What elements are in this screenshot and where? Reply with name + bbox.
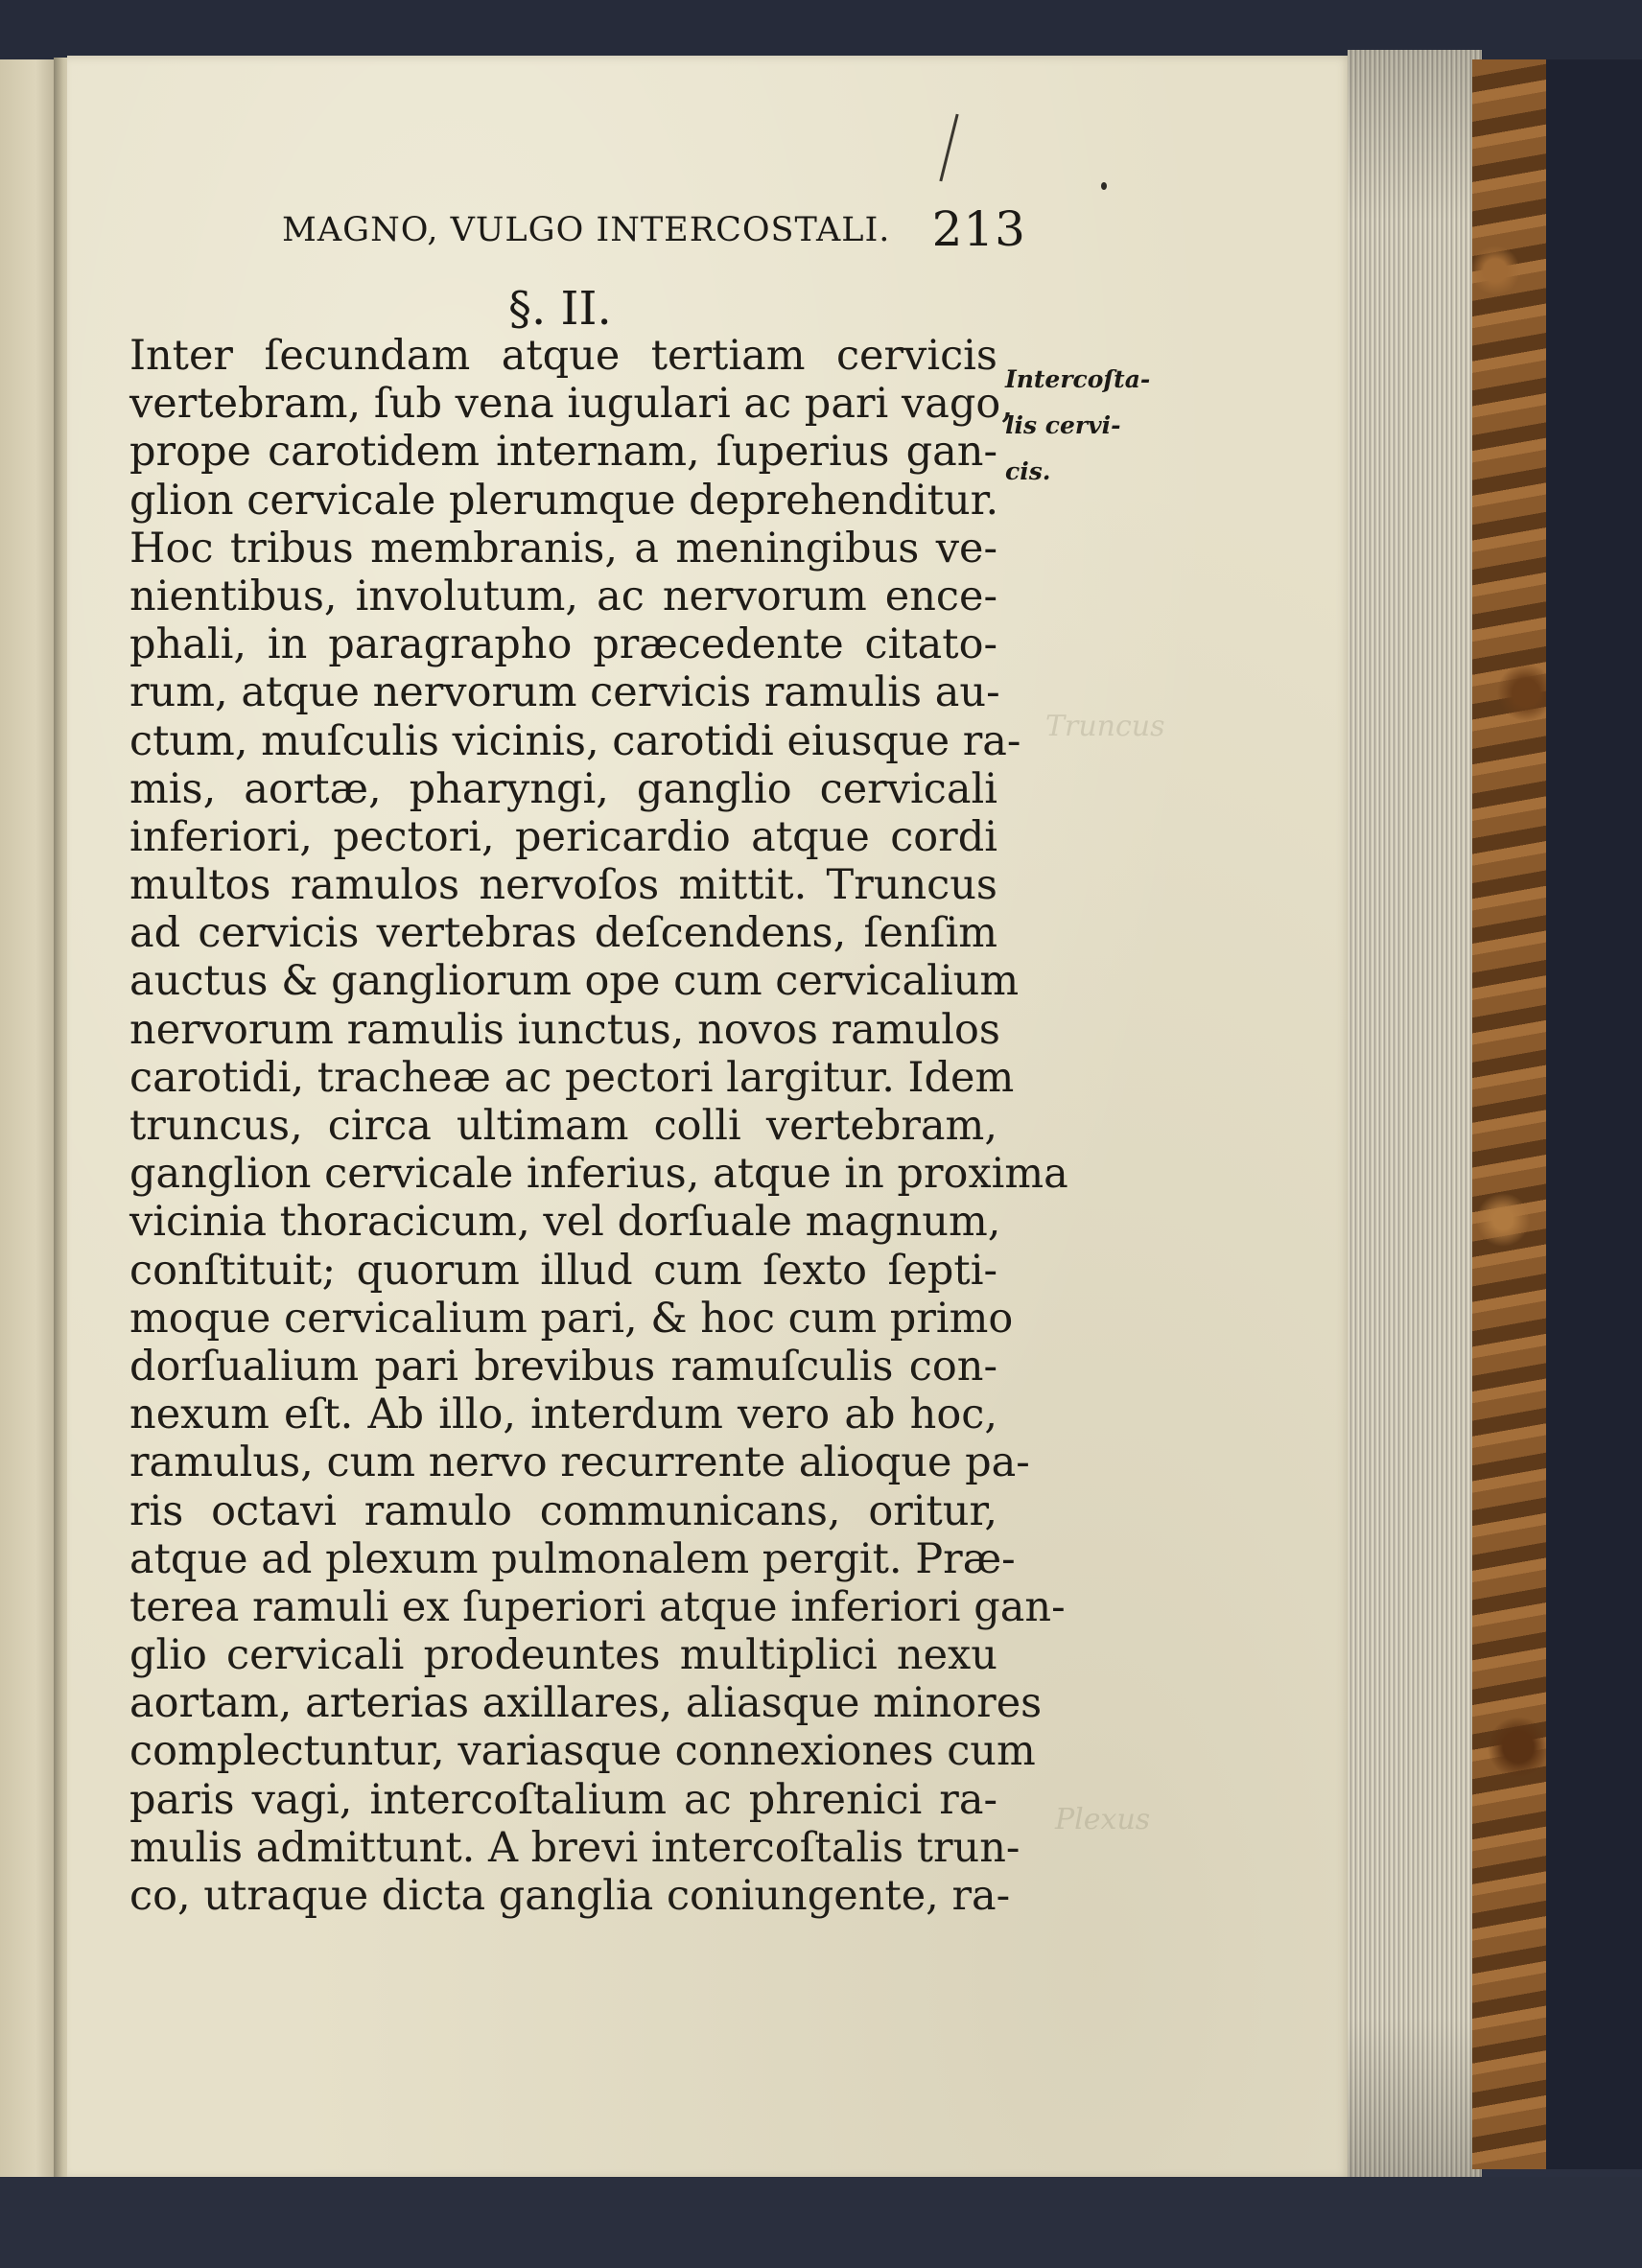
running-head — [278, 199, 1026, 267]
text-line: ctum, muſculis vicinis, carotidi eiusque ra- — [129, 716, 1021, 765]
text-line: co, utraque dicta ganglia coniungente, ra- — [129, 1872, 1011, 1920]
marbled-cover — [1472, 59, 1549, 2169]
text-line: atque ad plexum pulmonalem pergit. Præ- — [129, 1534, 1016, 1583]
text-line: truncus, circa ultimam colli vertebram, — [129, 1102, 997, 1150]
margin-note-line: cis. — [1005, 457, 1051, 485]
text-line: nientibus, involutum, ac nervorum ence- — [129, 572, 997, 620]
text-line: carotidi, tracheæ ac pectori largitur. Idem — [129, 1053, 1015, 1102]
text-line: vicinia thoracicum, vel dorſuale magnum, — [129, 1198, 1001, 1247]
text-line: mis, aortæ, pharyngi, ganglio cervicali — [129, 764, 997, 813]
text-line: Inter ſecundam atque tertiam cervicis — [129, 332, 997, 380]
text-line: complectuntur, variasque connexiones cum — [129, 1727, 1036, 1776]
text-line: glio cervicali prodeuntes multiplici nexu — [129, 1631, 997, 1680]
running-title: MAGNO, VULGO INTERCOSTALI. — [282, 211, 891, 249]
ink-dot — [1101, 182, 1107, 190]
margin-note — [1005, 357, 1150, 495]
facing-page-edge — [0, 59, 59, 2179]
page-edges — [1348, 50, 1482, 2188]
show-through-text: Truncus — [1045, 710, 1165, 743]
text-line: terea ramuli ex ſuperiori atque inferiori gan- — [129, 1582, 1066, 1631]
show-through-text: Plexus — [1055, 1803, 1151, 1836]
margin-note-line: Intercoſta- — [1005, 365, 1151, 393]
text-line: glion cervicale plerumque deprehenditur. — [129, 476, 999, 525]
text-line: multos ramulos nervoſos mittit. Truncus — [129, 861, 997, 910]
text-line: Hoc tribus membranis, a meningibus ve- — [129, 524, 997, 573]
text-line: paris vagi, intercoſtalium ac phrenici ra- — [129, 1775, 997, 1824]
text-line: nexum eſt. Ab illo, interdum vero ab hoc, — [129, 1391, 997, 1439]
text-line: mulis admittunt. A brevi intercoſtalis trun- — [129, 1823, 1020, 1872]
backdrop-right — [1546, 59, 1642, 2169]
text-line: inferiori, pectori, pericardio atque cordi — [129, 812, 997, 861]
text-line: ris octavi ramulo communicans, oritur, — [129, 1486, 997, 1535]
text-line: aortam, arterias axillares, aliasque minores — [129, 1679, 1043, 1728]
margin-note-line: lis cervi- — [1005, 411, 1121, 439]
text-line: auctus & gangliorum ope cum cervicalium — [129, 957, 1020, 1006]
text-line: dorſualium pari brevibus ramuſculis con- — [129, 1342, 997, 1391]
text-line: vertebram, ſub vena iugulari ac pari vago, — [129, 380, 1014, 429]
text-line: phali, in paragrapho præcedente citato- — [129, 620, 997, 669]
text-line: moque cervicalium pari, & hoc cum primo — [129, 1294, 1014, 1343]
section-heading: §. II. — [508, 282, 612, 336]
text-line: nervorum ramulis iunctus, novos ramulos — [129, 1005, 1000, 1054]
text-line: rum, atque nervorum cervicis ramulis au- — [129, 668, 1000, 717]
text-line: ganglion cervicale inferius, atque in proxima — [129, 1150, 1068, 1199]
text-line: prope carotidem internam, ſuperius gan- — [129, 428, 997, 477]
text-line: ad cervicis vertebras deſcendens, ſenſim — [129, 909, 997, 958]
backdrop-bottom — [0, 2177, 1642, 2268]
text-line: conſtituit; quorum illud cum ſexto ſepti- — [129, 1246, 997, 1295]
text-line: ramulus, cum nervo recurrente alioque pa- — [129, 1438, 1030, 1487]
page-number: 213 — [931, 201, 1026, 257]
